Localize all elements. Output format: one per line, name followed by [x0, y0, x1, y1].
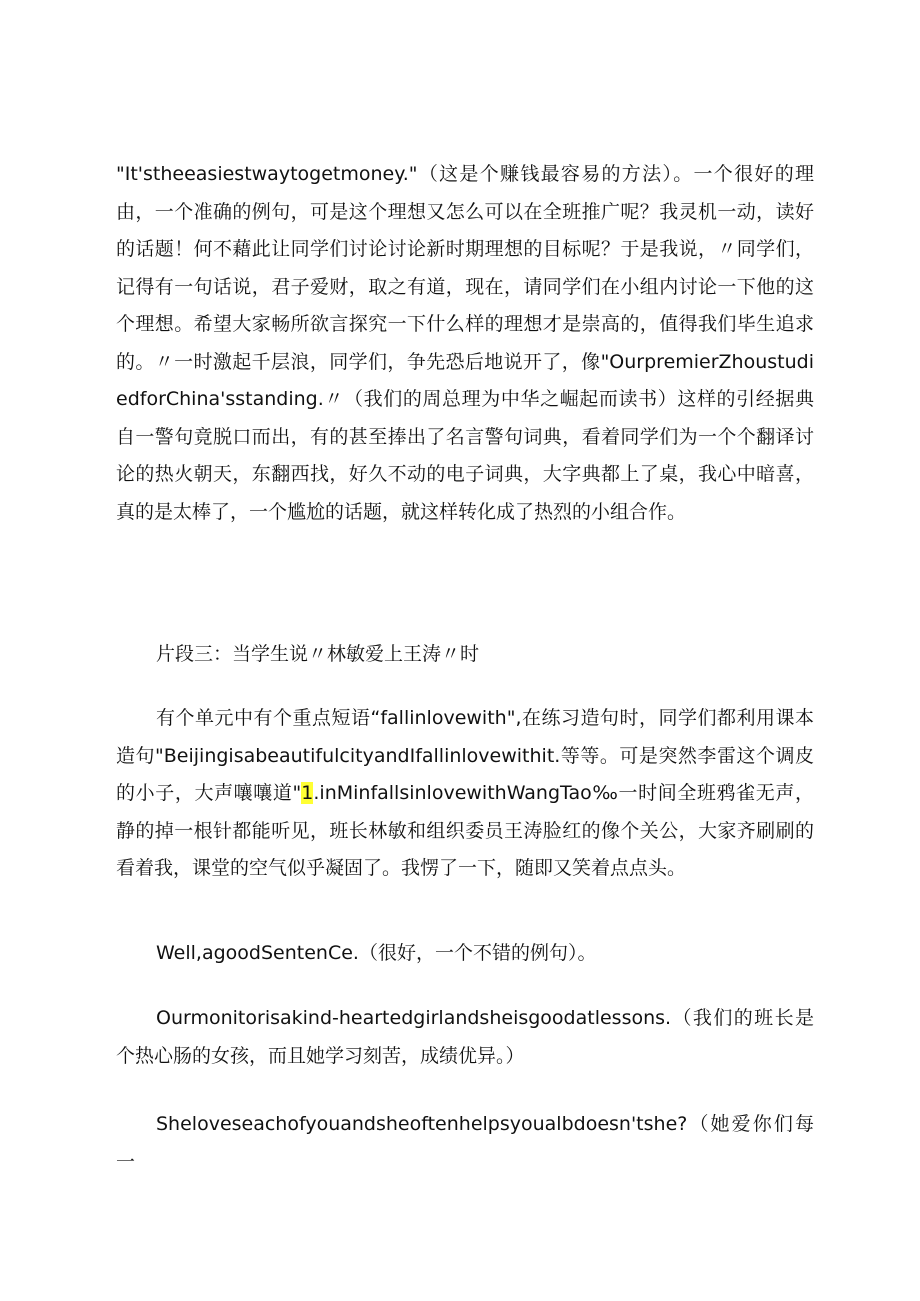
paragraph-she-loves-each: Sheloveseachofyouandsheoftenhelpsyoualbdoesn'tshe?（她爱你们每一: [116, 1113, 814, 1173]
section-heading-fragment-three: 片段三：当学生说〃林敏爱上王涛〃时: [156, 643, 480, 665]
paragraph-our-monitor: Ourmonitorisakind-heartedgirlandsheisgoodatlessons.（我们的班长是个热心肠的女孩，而且她学习刻苦，成绩优异。）: [116, 1007, 814, 1067]
paragraph-fall-in-love-with: [116, 700, 814, 888]
paragraph-text-before-highlight: 有个单元中有个重点短语“fallinlovewith",在练习造句时，同学们都利用课本造句"BeijingisabeautifulcityandIfallinlovewithit.等等。可是突然李雷这个调皮的小子，大声嚷嚷道": [116, 707, 814, 804]
paragraph-good-sentence: Well,agoodSentenCe.（很好，一个不错的例句）。: [156, 942, 597, 964]
paragraph-text-after-highlight: .inMinfallsinlovewithWangTao‰一时间全班鸦雀无声，静的掉一根针都能听见，班长林敏和组织委员王涛脸红的像个关公，大家齐刷刷的看着我，课堂的空气似乎凝固了。我愣了一下，随即又笑着点点头。: [116, 782, 815, 879]
paragraph-ideal-discussion: "It'stheeasiestwaytogetmoney."（这是个赚钱最容易的方法）。一个很好的理由，一个准确的例句，可是这个理想又怎么可以在全班推广呢？我灵机一动，读好的话题！何不藉此让同学们讨论讨论新时期理想的目标呢？于是我说，〃同学们，记得有一句话说，君子爱财，取之有道，现在，请同学们在小组内讨论一下他的这个理想。希望大家畅所欲言探究一下什么样的理想才是崇高的，值得我们毕生追求的。〃一时激起千层浪，同学们，争先恐后地说开了，像"OurpremierZhoustudiedforChina'sstanding.〃（我们的周总理为中华之崛起而读书）这样的引经据典自一警句竟脱口而出，有的甚至捧出了名言警句词典，看着同学们为一个个翻译讨论的热火朝天，东翻西找，好久不动的电子词典，大字典都上了桌，我心中暗喜，真的是太棒了，一个尴尬的话题，就这样转化成了热烈的小组合作。: [116, 163, 814, 523]
highlighted-text: 1: [301, 782, 314, 804]
